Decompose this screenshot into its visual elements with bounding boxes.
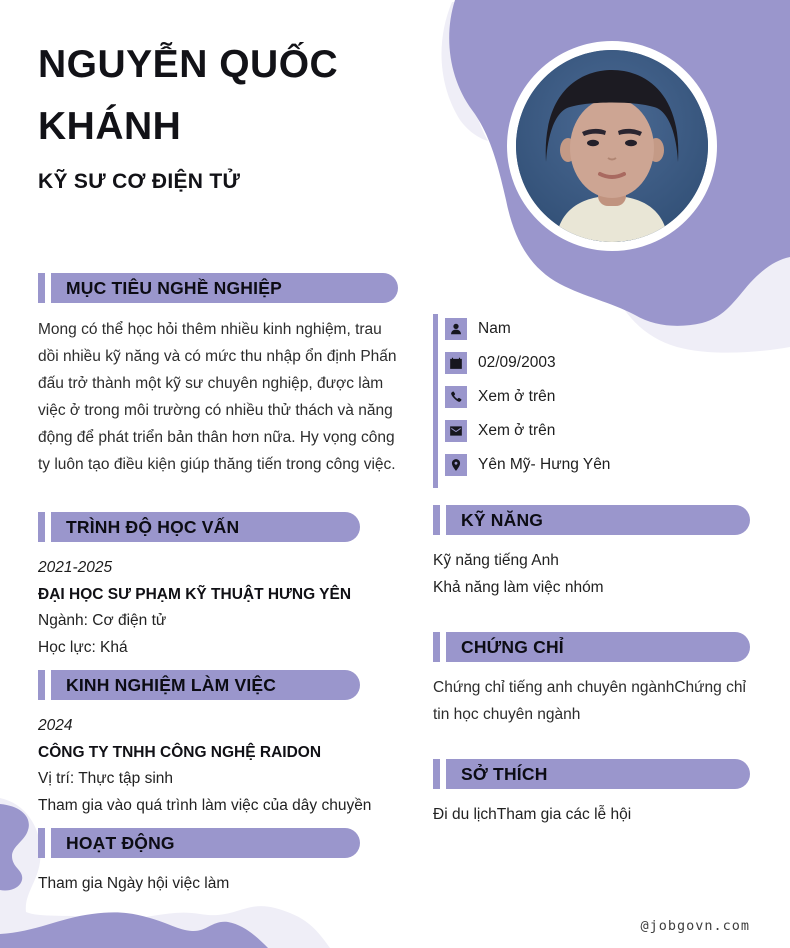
experience-company: CÔNG TY TNHH CÔNG NGHỆ RAIDON	[38, 743, 322, 761]
section-title: CHỨNG CHỈ	[446, 632, 750, 662]
section-header	[38, 512, 360, 542]
section-title: HOẠT ĐỘNG	[51, 828, 360, 858]
skill-item: Kỹ năng tiếng Anh	[433, 552, 559, 569]
list-item-birthdate	[445, 352, 750, 374]
watermark: @jobgovn.com	[640, 918, 750, 934]
section-education	[38, 512, 360, 661]
phone-icon	[445, 386, 467, 408]
section-header	[38, 828, 360, 858]
section-header	[433, 632, 750, 662]
location-icon	[445, 454, 467, 476]
hobbies-text: Đi du lịchTham gia các lễ hội	[433, 806, 632, 823]
section-experience	[38, 670, 398, 819]
email-value: Xem ở trên	[478, 422, 556, 439]
address-value: Yên Mỹ- Hưng Yên	[478, 456, 611, 473]
section-accent-bar	[38, 512, 45, 542]
section-header	[433, 505, 750, 535]
experience-description: Tham gia vào quá trình làm việc của dây chuyền	[38, 796, 372, 814]
gender-value: Nam	[478, 320, 511, 337]
section-title: MỤC TIÊU NGHỀ NGHIỆP	[51, 273, 398, 303]
section-title: SỞ THÍCH	[446, 759, 750, 789]
certificates-text: Chứng chỉ tiếng anh chuyên ngànhChứng chỉ tin học chuyên ngành	[433, 679, 746, 723]
activities-text: Tham gia Ngày hội việc làm	[38, 875, 230, 892]
section-certificates	[433, 632, 750, 728]
list-item-address	[445, 454, 750, 476]
education-grade: Học lực: Khá	[38, 638, 128, 656]
birthdate-value: 02/09/2003	[478, 354, 556, 371]
portrait-illustration	[516, 50, 708, 242]
experience-position: Vị trí: Thực tập sinh	[38, 770, 174, 787]
section-header	[38, 670, 360, 700]
objective-text: Mong có thể học hỏi thêm nhiều kinh nghiệm, trau dồi nhiều kỹ năng và có mức thu nhập ổn định Phấn đấu trở thành một kỹ sư chuyên nghiệp, được làm việc ở trong môi trường có nhiều thử thách và năng động để phát triển bản thân hơn nữa. Hy vọng công ty luôn tạo điều kiện giúp thăng tiến trong công việc.	[38, 321, 397, 473]
calendar-icon	[445, 352, 467, 374]
avatar	[507, 41, 717, 251]
education-school: ĐẠI HỌC SƯ PHẠM KỸ THUẬT HƯNG YÊN	[38, 585, 352, 603]
personal-info-list	[433, 314, 750, 488]
section-accent-bar	[433, 759, 440, 789]
section-accent-bar	[433, 505, 440, 535]
section-accent-bar	[433, 632, 440, 662]
person-icon	[445, 318, 467, 340]
section-header	[38, 273, 398, 303]
section-title: TRÌNH ĐỘ HỌC VẤN	[51, 512, 360, 542]
section-accent-bar	[38, 670, 45, 700]
section-header	[433, 759, 750, 789]
list-item-phone	[445, 386, 750, 408]
list-item-gender	[445, 318, 750, 340]
skill-item: Khả năng làm việc nhóm	[433, 578, 604, 596]
section-objective	[38, 273, 398, 478]
phone-value: Xem ở trên	[478, 388, 556, 405]
section-title: KỸ NĂNG	[446, 505, 750, 535]
section-skills	[433, 505, 750, 601]
section-activities	[38, 828, 398, 898]
experience-period: 2024	[38, 717, 73, 734]
section-accent-bar	[38, 273, 45, 303]
section-title: KINH NGHIỆM LÀM VIỆC	[51, 670, 360, 700]
candidate-job-title: KỸ SƯ CƠ ĐIỆN TỬ	[38, 170, 241, 193]
list-item-email	[445, 420, 750, 442]
section-accent-bar	[38, 828, 45, 858]
section-hobbies	[433, 759, 750, 829]
candidate-name: NGUYỄN QUỐC KHÁNH	[38, 43, 339, 148]
education-major: Ngành: Cơ điện tử	[38, 612, 167, 629]
email-icon	[445, 420, 467, 442]
education-period: 2021-2025	[38, 559, 113, 576]
